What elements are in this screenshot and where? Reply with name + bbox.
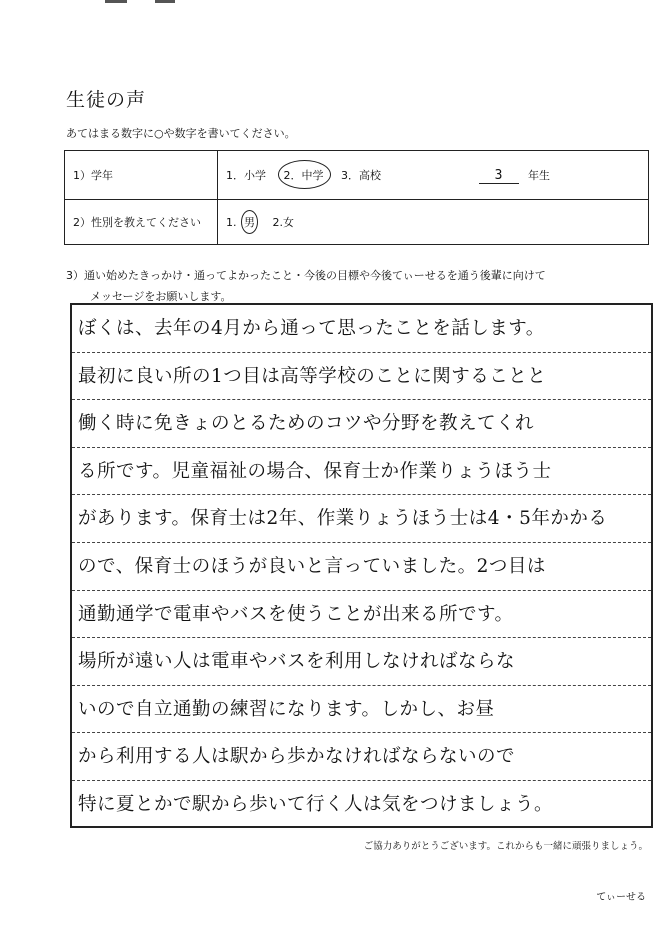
survey-form-table xyxy=(64,150,649,245)
page-title: 生徒の声 xyxy=(66,89,147,111)
message-line: から利用する人は駅から歩かなければならないので xyxy=(72,733,651,781)
grade-options xyxy=(218,151,649,200)
grade-row xyxy=(65,151,649,200)
gender-label: 2）性別を教えてください xyxy=(65,200,218,245)
brand-name: てぃーせる xyxy=(596,892,646,903)
message-line: 通勤通学で電車やバスを使うことが出来る所です。 xyxy=(72,591,651,639)
option-high-school[interactable]: 3．高校 xyxy=(341,168,381,182)
option-male-selected[interactable]: 男 xyxy=(244,216,255,229)
message-line: 特に夏とかで駅から歩いて行く人は気をつけましょう。 xyxy=(78,793,554,815)
gender-row xyxy=(65,200,649,245)
message-line: ので、保育士のほうが良いと言っていました。2つ目は xyxy=(72,543,651,591)
message-line: があります。保育士は2年、作業りょうほう士は4・5年かかる xyxy=(72,495,651,543)
message-line: 働く時に免きょのとるためのコツや分野を教えてくれ xyxy=(72,400,651,448)
handwritten-message-box xyxy=(70,303,653,828)
message-line: る所です。児童福祉の場合、保育士か作業りょうほう士 xyxy=(72,448,651,496)
grade-suffix: 年生 xyxy=(528,168,550,182)
option-female[interactable]: 2.女 xyxy=(272,216,294,229)
message-line: 最初に良い所の1つ目は高等学校のことに関することと xyxy=(72,353,651,401)
grade-label: 1）学年 xyxy=(65,151,218,200)
question-3-prompt xyxy=(66,265,656,307)
message-line: 場所が遠い人は電車やバスを利用しなければならな xyxy=(72,638,651,686)
grade-number-field[interactable]: 3 xyxy=(479,168,519,184)
top-scan-mark xyxy=(105,0,175,3)
thanks-footer: ご協力ありがとうございます。これからも一緒に頑張りましょう。 xyxy=(363,841,648,852)
instruction-text: あてはまる数字に○や数字を書いてください。 xyxy=(66,127,296,140)
question-3-line-1: 3）通い始めたきっかけ・通ってよかったこと・今後の目標や今後てぃーせるを通う後輩に向けて xyxy=(66,269,546,282)
option-junior-high-selected[interactable]: 2．中学 xyxy=(283,168,324,182)
option-male-number: 1. xyxy=(226,216,237,229)
question-3-line-2: メッセージをお願いします。 xyxy=(90,290,232,303)
gender-options xyxy=(218,200,649,245)
option-elementary[interactable]: 1．小学 xyxy=(226,168,266,182)
message-line: いので自立通勤の練習になります。しかし、お昼 xyxy=(72,686,651,734)
message-line: ぼくは、去年の4月から通って思ったことを話します。 xyxy=(72,305,651,353)
